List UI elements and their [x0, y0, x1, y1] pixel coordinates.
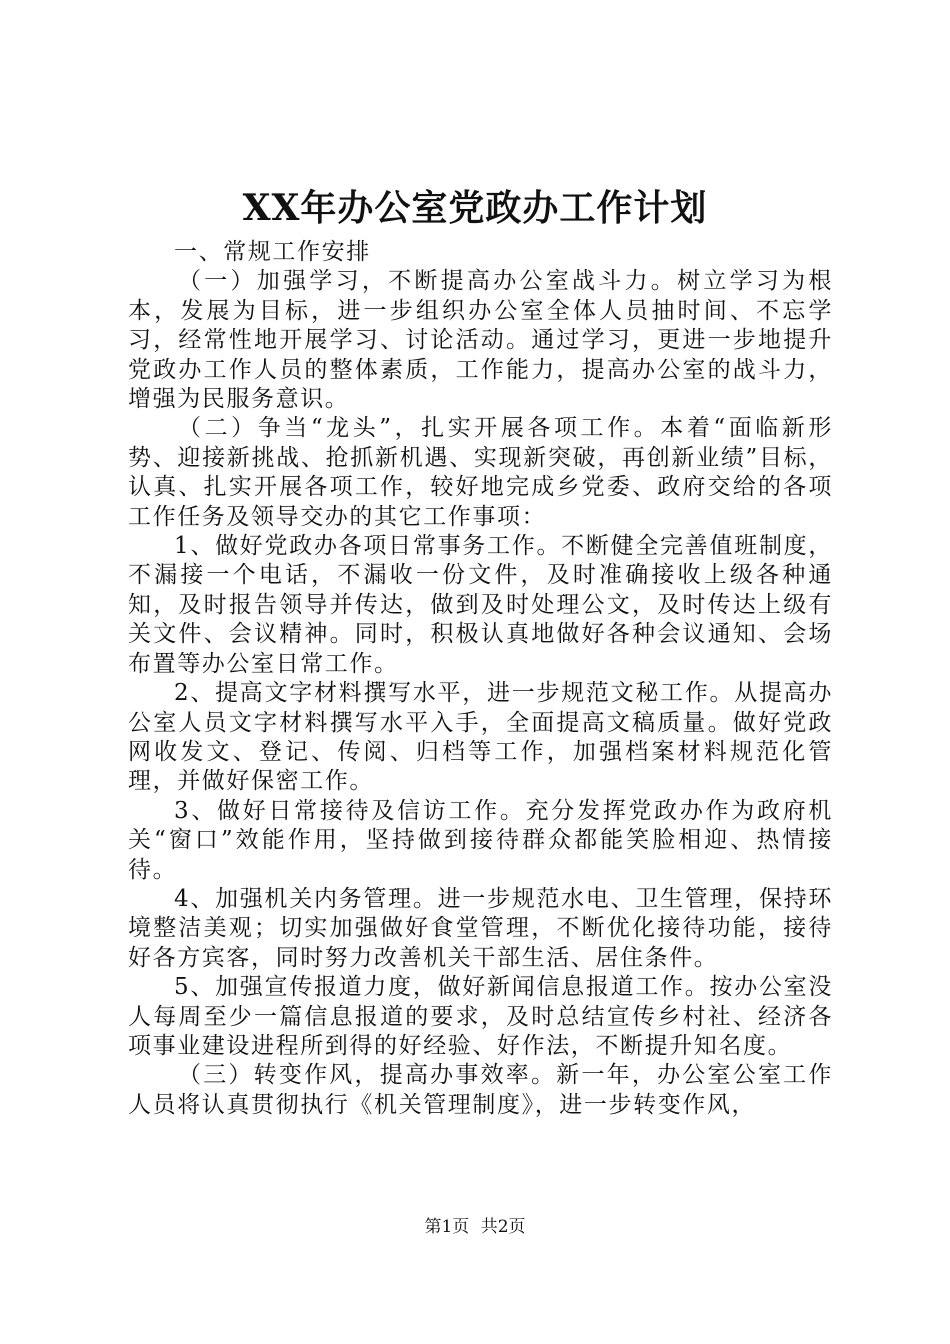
- document-body: [128, 238, 833, 1120]
- paragraph-8: （三）转变作风，提高办事效率。新一年，办公室公室工作人员将认真贯彻执行《机关管理制度》，进一步转变作风，: [128, 1062, 833, 1118]
- paragraph-7: 5、加强宣传报道力度，做好新闻信息报道工作。按办公室没人每周至少一篇信息报道的要求，及时总结宣传乡村社、经济各项事业建设进程所到得的好经验、好作法，不断提升知名度。: [128, 974, 833, 1059]
- section-heading: 一、常规工作安排: [174, 239, 371, 265]
- paragraph-3: 1、做好党政办各项日常事务工作。不断健全完善值班制度，不漏接一个电话，不漏收一份文件，及时准确接收上级各种通知，及时报告领导并传达，做到及时处理公文，及时传达上级有关文件、会议精神。同时，积极认真地做好各种会议通知、会场布置等办公室日常工作。: [128, 533, 833, 677]
- paragraph-4: 2、提高文字材料撰写水平，进一步规范文秘工作。从提高办公室人员文字材料撰写水平入手，全面提高文稿质量。做好党政网收发文、登记、传阅、归档等工作，加强档案材料规范化管理，并做好保密工作。: [128, 680, 833, 795]
- page-footer: [0, 1216, 950, 1238]
- paragraph-1: （一）加强学习，不断提高办公室战斗力。树立学习为根本，发展为目标，进一步组织办公室全体人员抽时间、不忘学习，经常性地开展学习、讨论活动。通过学习，更进一步地提升党政办工作人员的整体素质，工作能力，提高办公室的战斗力，增强为民服务意识。: [128, 268, 833, 413]
- paragraph-2: （二）争当“龙头”，扎实开展各项工作。本着“面临新形势、迎接新挑战、抢抓新机遇、实现新突破，再创新业绩”目标，认真、扎实开展各项工作，较好地完成乡党委、政府交给的各项工作任务及领导交办的其它工作事项：: [128, 415, 833, 530]
- document-title: XX年办公室党政办工作计划: [242, 187, 708, 229]
- paragraph-6: 4、加强机关内务管理。进一步规范水电、卫生管理，保持环境整洁美观；切实加强做好食堂管理，不断优化接待功能，接待好各方宾客，同时努力改善机关干部生活、居住条件。: [128, 885, 833, 971]
- page-total: 共2页: [480, 1217, 526, 1237]
- paragraph-5: 3、做好日常接待及信访工作。充分发挥党政办作为政府机关“窗口”效能作用，坚持做到接待群众都能笑脸相迎、热情接待。: [128, 797, 833, 883]
- page-number: 第1页: [424, 1217, 470, 1237]
